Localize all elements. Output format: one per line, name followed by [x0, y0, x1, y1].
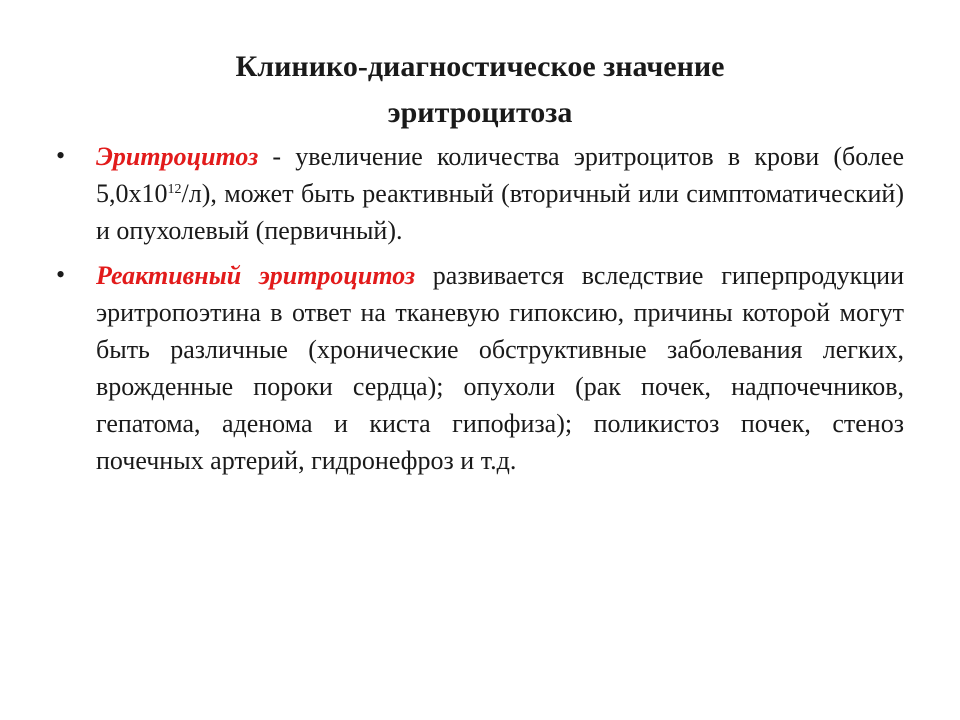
bullet-list	[0, 138, 960, 479]
title-line-2: эритроцитоза	[387, 96, 573, 129]
bullet-text	[96, 257, 904, 479]
bullet-body: развивается вследствие гиперпродукции эритропоэтина в ответ на тканевую гипоксию, причины которой могут быть различные (хронические обструктивные заболевания легких, врожденные пороки сердца); опухоли (рак почек, надпочечников, гепатома, аденома и киста гипофиза); поликистоз почек, стеноз почечных артерий, гидронефроз и т.д.	[96, 261, 904, 475]
bullet-body-part1: - увеличение количества эритроцитов в крови (более 5,0х10	[96, 142, 904, 208]
bullet-body-part2: /л), может быть реактивный (вторичный или симптоматический) и опухолевый (первичный).	[96, 179, 904, 245]
slide-title	[100, 44, 860, 136]
bullet-icon: •	[56, 141, 66, 170]
bullet-text	[96, 138, 904, 249]
bullet-icon: •	[56, 260, 66, 289]
bullet-item-erythrocytosis	[56, 138, 904, 249]
bullet-item-reactive-erythrocytosis	[56, 257, 904, 479]
exponent: 12	[167, 182, 182, 197]
bullet-term: Эритроцитоз	[96, 142, 259, 171]
title-line-1: Клинико-диагностическое значение	[235, 50, 725, 83]
bullet-term: Реактивный эритроцитоз	[96, 261, 416, 290]
